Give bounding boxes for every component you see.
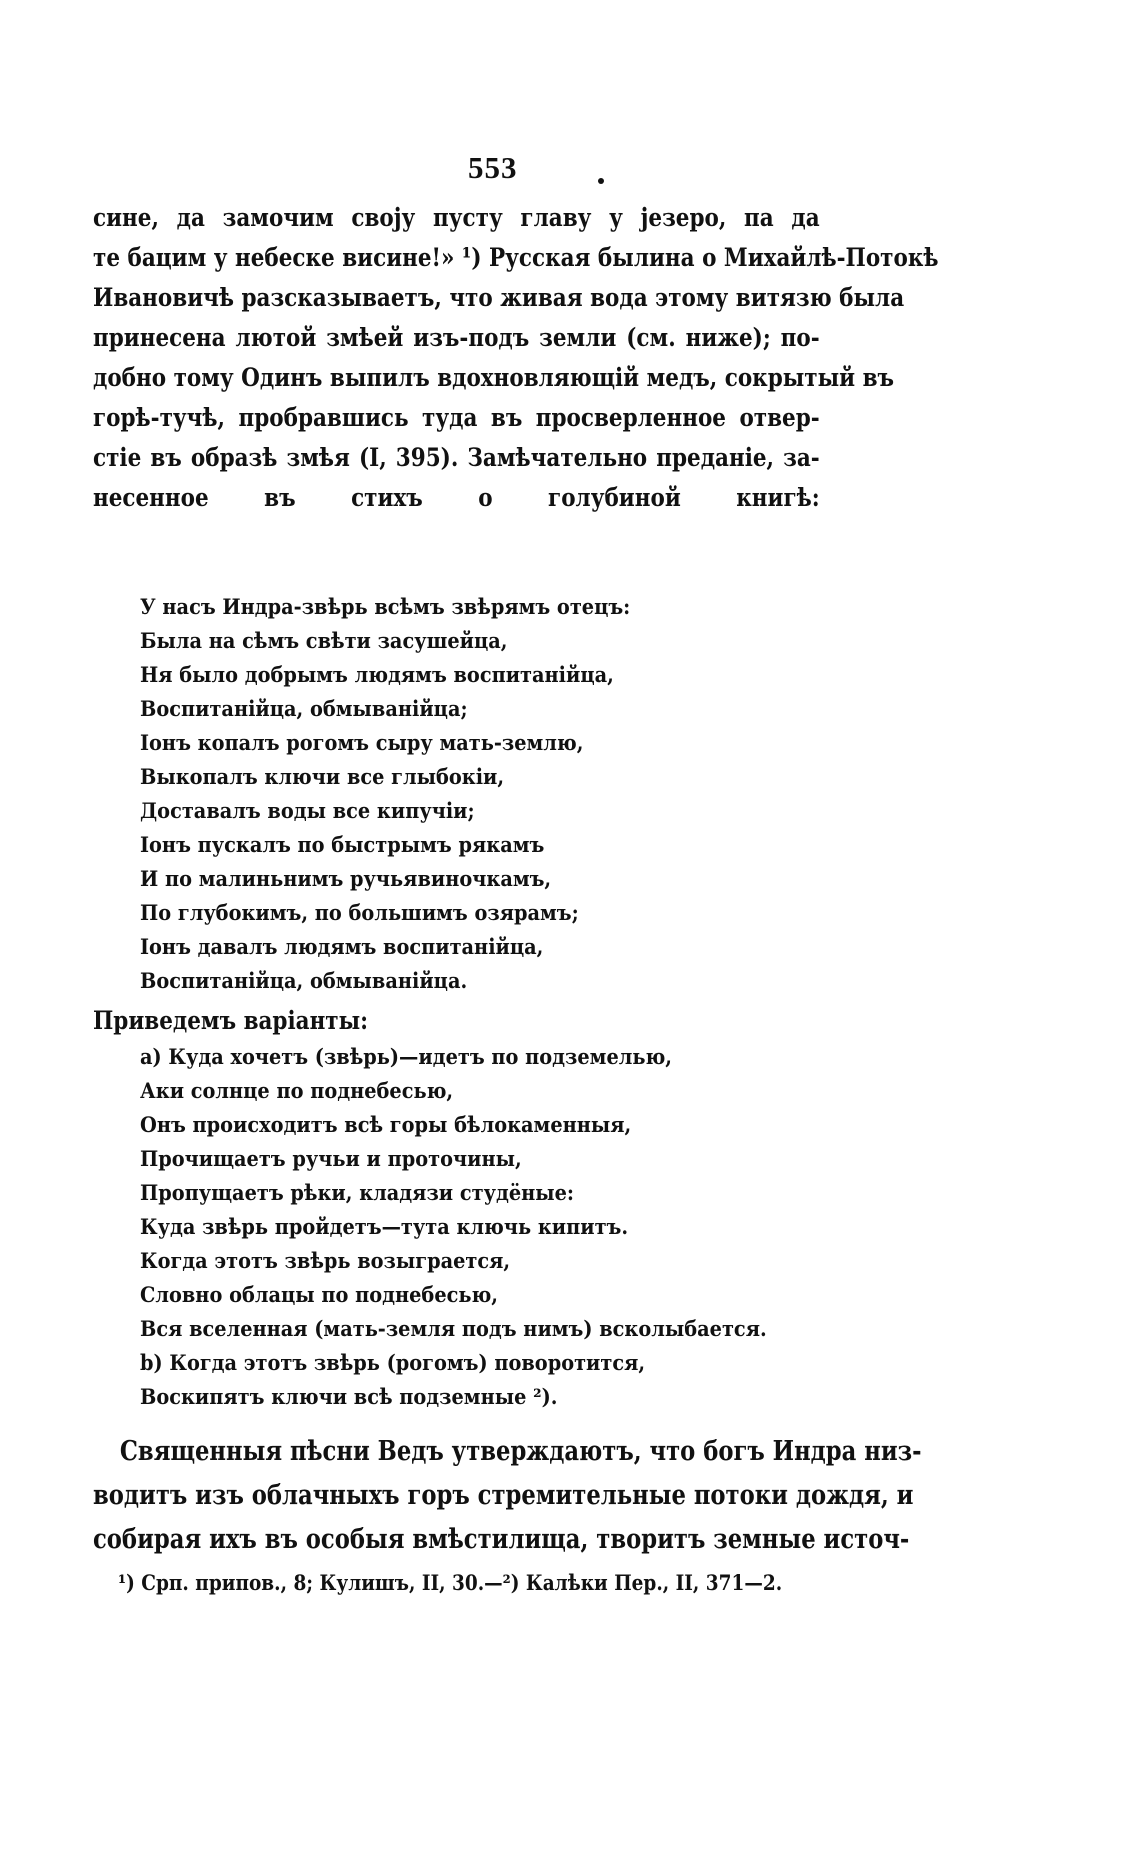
verse-block-1 [140,590,630,998]
verse-line: Аки солнце по поднебесью, [140,1078,454,1103]
verse-line: Онъ происходитъ всѣ горы бѣлокаменныя, [140,1112,632,1137]
text-line: стіе въ образѣ змѣя (I, 395). Замѣчательно преданіе, за- [93,443,820,472]
footnote: ¹) Срп. припов., 8; Кулишъ, II, 30.—²) Калѣки Пер., II, 371—2. [118,1570,783,1595]
verse-line: Воспитанійца, обмыванійца; [140,696,468,721]
verse-line: b) Когда этотъ звѣрь (рогомъ) поворотится, [140,1350,646,1375]
verse-line: Воскипятъ ключи всѣ подземные ²). [140,1384,558,1409]
verse-line: По глубокимъ, по большимъ озярамъ; [140,900,579,925]
text-line: Священныя пѣсни Ведъ утверждаютъ, что богъ Индра низ- [119,1436,922,1467]
printer-dot [598,178,604,184]
text-line: сине, да замочим своју пусту главу у језеро, па да [93,203,820,232]
verse-line: У насъ Индра-звѣрь всѣмъ звѣрямъ отецъ: [140,594,631,619]
text-line: горѣ-тучѣ, пробравшись туда въ просверленное отвер- [93,403,820,432]
verse-line: Была на сѣмъ свѣти засушейца, [140,628,508,653]
verse-line: a) Куда хочетъ (звѣрь)—идетъ по подземелью, [140,1044,673,1069]
text-line: несенное въ стихъ о голубиной книгѣ: [93,483,820,512]
paragraph-2 [93,1430,922,1562]
verse-line: Іонъ копалъ рогомъ сыру мать-землю, [140,730,584,755]
verse-line: Когда этотъ звѣрь возыграется, [140,1248,511,1273]
text-line: принесена лютой змѣей изъ-подъ земли (см. ниже); по- [93,323,820,352]
verse-line: Іонъ давалъ людямъ воспитанійца, [140,934,544,959]
verse-line: Пропущаетъ рѣки, кладязи студёные: [140,1180,575,1205]
text-line: собирая ихъ въ особыя вмѣстилища, творитъ земные источ- [93,1524,910,1555]
verse-line: Воспитанійца, обмыванійца. [140,968,468,993]
verse-line: Прочищаетъ ручьи и проточины, [140,1146,522,1171]
text-line: добно тому Одинъ выпилъ вдохновляющій медъ, сокрытый въ [93,363,895,392]
text-line: те бацим у небеске висине!» ¹) Русская былина о Михайлѣ-Потокѣ [93,243,939,272]
verse-line: Доставалъ воды все кипучіи; [140,798,475,823]
verse-line: Іонъ пускалъ по быстрымъ рякамъ [140,832,545,857]
verse-line: Словно облацы по поднебесью, [140,1282,499,1307]
page-number: 553 [468,150,518,185]
verse-line: Ня было добрымъ людямъ воспитанійца, [140,662,614,687]
text-line: водитъ изъ облачныхъ горъ стремительные потоки дождя, и [93,1480,914,1511]
text-line: Ивановичѣ разсказываетъ, что живая вода этому витязю была [93,283,905,312]
verse-line: Выкопалъ ключи все глыбокіи, [140,764,505,789]
verse-line: Вся вселенная (мать-земля подъ нимъ) всколыбается. [140,1316,767,1341]
verse-line: Куда звѣрь пройдетъ—тута ключь кипитъ. [140,1214,629,1239]
paragraph-1 [93,198,939,518]
verse-block-2 [140,1040,767,1414]
variants-heading: Приведемъ варіанты: [93,1006,369,1035]
verse-line: И по малиньнимъ ручьявиночкамъ, [140,866,552,891]
